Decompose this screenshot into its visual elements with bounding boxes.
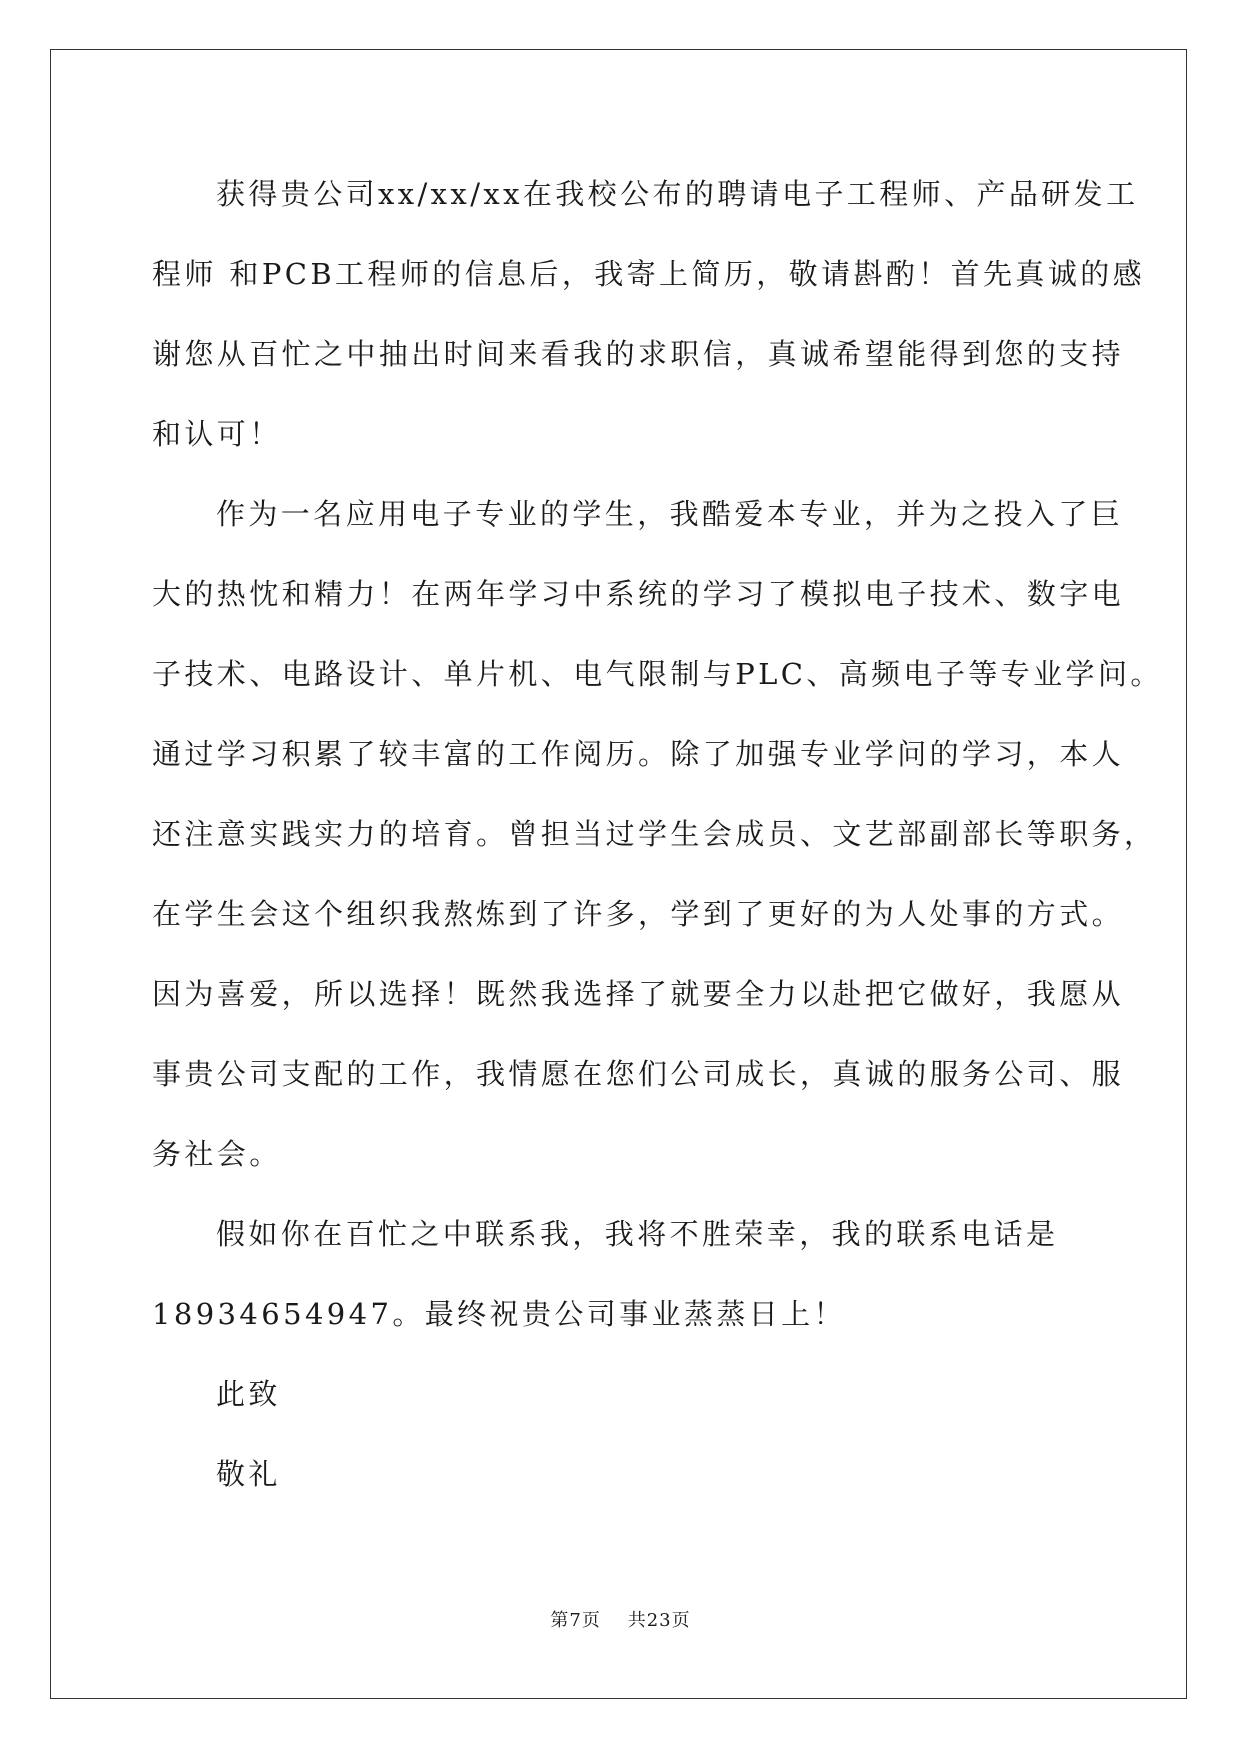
paragraph-contact <box>152 1194 1084 1354</box>
letter-content <box>152 154 1163 1514</box>
text-line: 作为一名应用电子专业的学生，我酷爱本专业，并为之投入了巨 <box>216 497 1124 531</box>
page-total: 共23页 <box>627 1610 691 1631</box>
text-line: 子技术、电路设计、单片机、电气限制与PLC、高频电子等专业学问。 <box>152 657 1163 691</box>
text-line: 谢您从百忙之中抽出时间来看我的求职信，真诚希望能得到您的支持 <box>152 337 1125 371</box>
text-line: 假如你在百忙之中联系我，我将不胜荣幸，我的联系电话是 <box>216 1217 1059 1251</box>
text-line: 在学生会这个组织我熬炼到了许多，学到了更好的为人处事的方式。 <box>152 897 1125 931</box>
text-line: 还注意实践实力的培育。曾担当过学生会成员、文艺部副部长等职务， <box>152 817 1157 851</box>
text-line: 程师 和PCB工程师的信息后，我寄上简历，敬请斟酌！首先真诚的感 <box>152 257 1146 291</box>
text-line: 因为喜爱，所以选择！既然我选择了就要全力以赴把它做好，我愿从 <box>152 977 1125 1011</box>
text-line: 大的热忱和精力！在两年学习中系统的学习了模拟电子技术、数字电 <box>152 577 1125 611</box>
text-line: 和认可！ <box>152 417 282 451</box>
text-line: 务社会。 <box>152 1137 282 1171</box>
text-line: 获得贵公司xx/xx/xx在我校公布的聘请电子工程师、产品研发工 <box>216 177 1139 211</box>
page-footer <box>0 1606 1241 1632</box>
text-line: 18934654947。最终祝贵公司事业蒸蒸日上！ <box>152 1297 846 1331</box>
closing-regards: 敬礼 <box>216 1457 281 1491</box>
text-line: 通过学习积累了较丰富的工作阅历。除了加强专业学问的学习，本人 <box>152 737 1125 771</box>
text-line: 事贵公司支配的工作，我情愿在您们公司成长，真诚的服务公司、服 <box>152 1057 1125 1091</box>
closing-salutation: 此致 <box>216 1377 281 1411</box>
page-number: 第7页 <box>550 1610 601 1631</box>
paragraph-application <box>152 154 1146 474</box>
paragraph-background <box>152 474 1163 1194</box>
